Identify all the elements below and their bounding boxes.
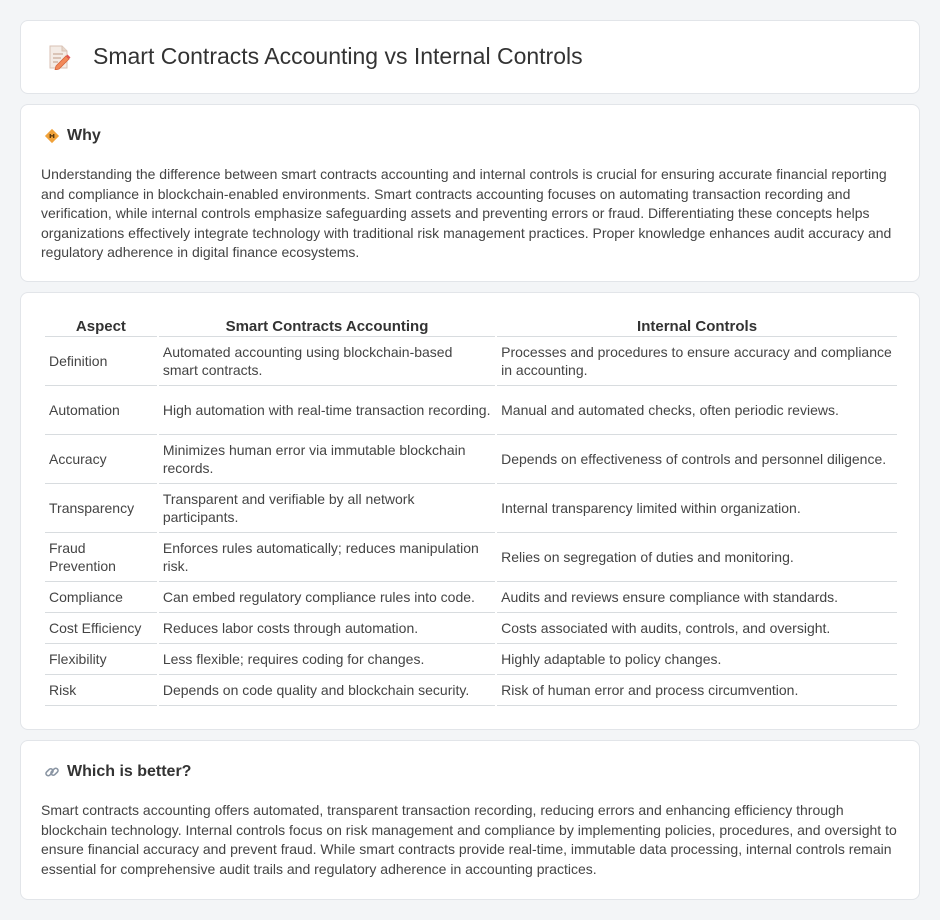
title-card	[20, 20, 920, 94]
header-aspect: Aspect	[45, 315, 157, 337]
aspect-cell: Fraud Prevention	[45, 533, 157, 582]
smart-cell: Can embed regulatory compliance rules into code.	[159, 582, 495, 613]
table-row	[45, 386, 897, 435]
internal-cell: Internal transparency limited within organization.	[497, 484, 897, 533]
aspect-cell: Definition	[45, 337, 157, 386]
why-header	[43, 127, 101, 145]
better-title: Which is better?	[67, 763, 192, 780]
table-row	[45, 435, 897, 484]
table-row	[45, 613, 897, 644]
internal-cell: Costs associated with audits, controls, and oversight.	[497, 613, 897, 644]
aspect-cell: Flexibility	[45, 644, 157, 675]
smart-cell: Transparent and verifiable by all network participants.	[159, 484, 495, 533]
why-title: Why	[67, 127, 101, 144]
road-sign-icon	[43, 127, 61, 145]
why-card	[20, 104, 920, 282]
internal-cell: Risk of human error and process circumvention.	[497, 675, 897, 706]
smart-cell: Enforces rules automatically; reduces manipulation risk.	[159, 533, 495, 582]
internal-cell: Audits and reviews ensure compliance with standards.	[497, 582, 897, 613]
internal-cell: Manual and automated checks, often periodic reviews.	[497, 386, 897, 435]
title-row	[47, 43, 583, 70]
aspect-cell: Automation	[45, 386, 157, 435]
link-icon	[43, 763, 61, 781]
better-header	[43, 763, 191, 781]
aspect-cell: Accuracy	[45, 435, 157, 484]
aspect-cell: Cost Efficiency	[45, 613, 157, 644]
aspect-cell: Transparency	[45, 484, 157, 533]
header-smart-contracts: Smart Contracts Accounting	[159, 315, 495, 337]
aspect-cell: Risk	[45, 675, 157, 706]
better-card	[20, 740, 920, 900]
smart-cell: Minimizes human error via immutable blockchain records.	[159, 435, 495, 484]
better-body: Smart contracts accounting offers automated, transparent transaction recording, reducing errors and enhancing efficiency through blockchain technology. Internal controls focus on risk management and compliance by implementing policies, procedures, and oversight to ensure financial accuracy and prevent fraud. While smart contracts provide real-time, immutable data processing, internal controls remain essential for comprehensive audit trails and regulatory adherence in accounting practices.	[41, 802, 897, 877]
page-title: Smart Contracts Accounting vs Internal Controls	[93, 43, 583, 69]
internal-cell: Relies on segregation of duties and monitoring.	[497, 533, 897, 582]
table-row	[45, 484, 897, 533]
smart-cell: Reduces labor costs through automation.	[159, 613, 495, 644]
internal-cell: Highly adaptable to policy changes.	[497, 644, 897, 675]
why-body: Understanding the difference between smart contracts accounting and internal controls is crucial for ensuring accurate financial reporting and compliance in blockchain-enabled environments. Smart contracts accounting focuses on automating transaction recording and verification, while internal controls emphasize safeguarding assets and preventing errors or fraud. Differentiating these concepts helps organizations effectively integrate technology with traditional risk management practices. Proper knowledge enhances audit accuracy and regulatory adherence in digital finance ecosystems.	[41, 166, 892, 261]
document-edit-icon	[47, 44, 71, 70]
aspect-cell: Compliance	[45, 582, 157, 613]
table-row	[45, 644, 897, 675]
table-row	[45, 675, 897, 706]
table-row	[45, 533, 897, 582]
table-header-row	[45, 315, 897, 337]
smart-cell: Automated accounting using blockchain-based smart contracts.	[159, 337, 495, 386]
internal-cell: Depends on effectiveness of controls and personnel diligence.	[497, 435, 897, 484]
comparison-table	[43, 315, 899, 706]
table-card	[20, 292, 920, 730]
table-row	[45, 582, 897, 613]
header-internal-controls: Internal Controls	[497, 315, 897, 337]
smart-cell: Less flexible; requires coding for changes.	[159, 644, 495, 675]
table-row	[45, 337, 897, 386]
internal-cell: Processes and procedures to ensure accuracy and compliance in accounting.	[497, 337, 897, 386]
smart-cell: Depends on code quality and blockchain security.	[159, 675, 495, 706]
smart-cell: High automation with real-time transaction recording.	[159, 386, 495, 435]
